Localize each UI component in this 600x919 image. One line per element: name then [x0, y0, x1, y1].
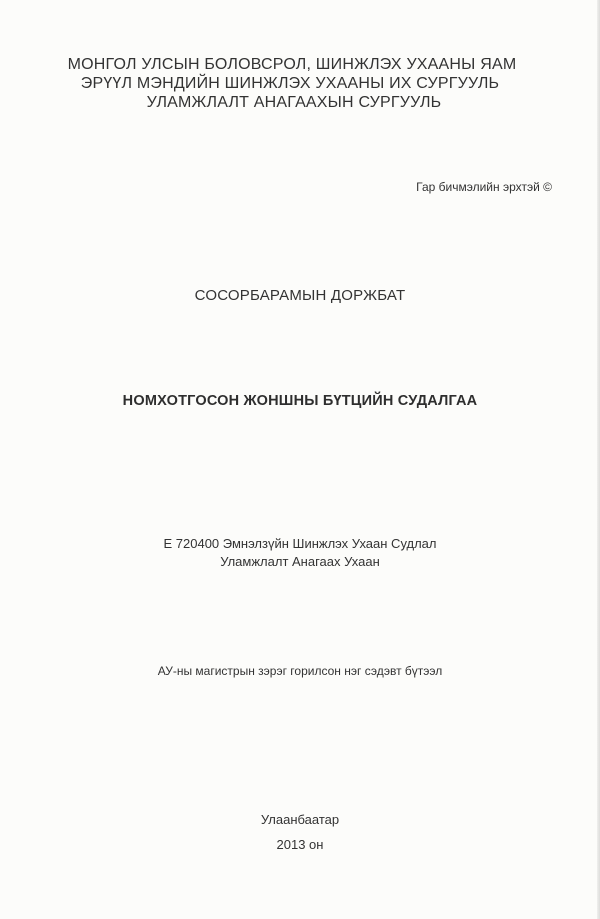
specialty-name: Уламжлалт Анагаах Ухаан: [220, 554, 380, 569]
thesis-title: НОМХОТГОСОН ЖОНШНЫ БҮТЦИЙН СУДАЛГАА: [122, 393, 478, 409]
ministry-name: МОНГОЛ УЛСЫН БОЛОВСРОЛ, ШИНЖЛЭХ УХААНЫ ЯАМ: [67, 56, 517, 73]
year-label: 2013 он: [276, 837, 324, 852]
university-name: ЭРҮҮЛ МЭНДИЙН ШИНЖЛЭХ УХААНЫ ИХ СУРГУУЛЬ: [80, 75, 500, 92]
school-name: УЛАМЖЛАЛТ АНАГААХЫН СУРГУУЛЬ: [146, 94, 442, 111]
specialty-code: Е 720400 Эмнэлзүйн Шинжлэх Ухаан Судлал: [163, 536, 437, 551]
degree-note: АУ-ны магистрын зэрэг горилсон нэг сэдэвт бүтээл: [157, 664, 443, 678]
place-name: Улаанбаатар: [260, 812, 340, 827]
copyright-note: Гар бичмэлийн эрхтэй ©: [416, 180, 552, 194]
author-name: СОСОРБАРАМЫН ДОРЖБАТ: [194, 287, 406, 304]
